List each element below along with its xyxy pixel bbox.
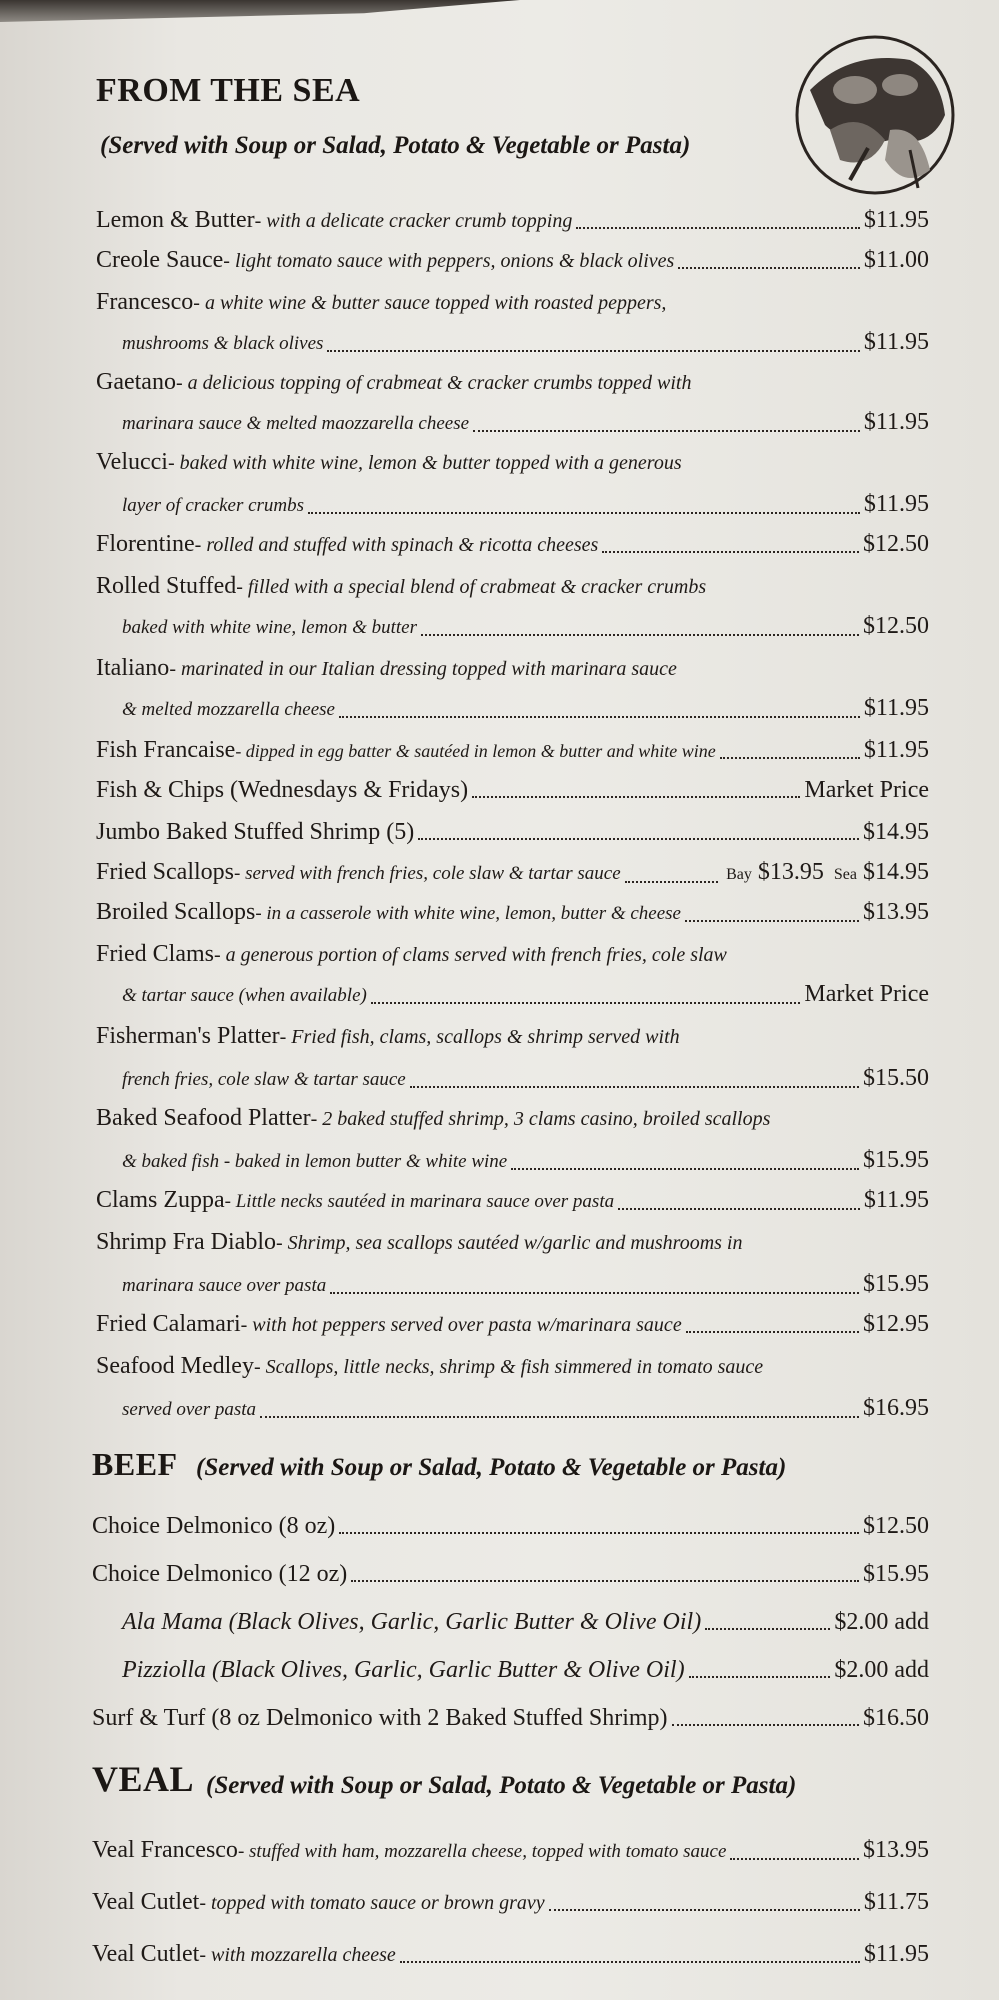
item-desc: - with a delicate cracker crumb topping	[254, 210, 573, 232]
item-name: Choice Delmonico (12 oz)	[92, 1561, 348, 1587]
item-desc-cont: layer of cracker crumbs	[122, 495, 305, 516]
menu-item-velucci	[96, 448, 929, 477]
seafood-logo-icon	[790, 30, 960, 200]
dot-leader	[371, 1001, 801, 1004]
menu-item-delmonico-8oz	[92, 1512, 929, 1540]
menu-item-francesco	[96, 288, 929, 317]
dot-leader	[400, 1960, 860, 1963]
dot-leader	[330, 1291, 859, 1294]
item-name: Fried Clams	[96, 941, 214, 967]
beef-section-title: BEEF	[92, 1446, 178, 1482]
menu-item-shrimp-fra-diablo	[96, 1228, 929, 1257]
item-price: $11.95	[863, 329, 929, 355]
dot-leader	[618, 1207, 860, 1210]
item-name: Fisherman's Platter	[96, 1023, 280, 1049]
item-desc: - topped with tomato sauce or brown gravy	[199, 1892, 545, 1914]
item-price: $11.95	[863, 1187, 929, 1213]
sea-label: Sea	[833, 866, 857, 883]
item-name: Fish Francaise	[96, 737, 236, 763]
menu-item-baked-seafood-platter	[96, 1104, 929, 1133]
dot-leader	[576, 226, 860, 229]
item-desc: - with mozzarella cheese	[199, 1944, 396, 1966]
menu-item-fishermans-platter-cont	[122, 1064, 929, 1094]
item-price: $14.95	[863, 859, 929, 885]
menu-item-fried-scallops	[96, 858, 929, 889]
dot-leader	[686, 1330, 859, 1333]
menu-item-rolled-stuffed	[96, 572, 929, 601]
item-desc-cont: marinara sauce & melted maozzarella cheese	[122, 413, 470, 434]
menu-item-seafood-medley	[96, 1352, 929, 1381]
dot-leader	[472, 795, 800, 798]
dot-leader	[549, 1908, 860, 1911]
menu-item-creole-sauce	[96, 246, 929, 275]
item-price: $11.75	[863, 1889, 929, 1915]
item-price: $12.50	[863, 1513, 929, 1539]
item-name: Jumbo Baked Stuffed Shrimp (5)	[96, 819, 415, 845]
menu-item-delmonico-12oz	[92, 1560, 929, 1588]
item-name: Baked Seafood Platter	[96, 1105, 311, 1131]
menu-item-broiled-scallops	[96, 898, 929, 928]
item-name: Veal Cutlet	[92, 1941, 200, 1967]
menu-item-velucci-cont	[122, 490, 929, 520]
menu-item-florentine	[96, 530, 929, 559]
item-price: $11.00	[863, 247, 929, 273]
veal-section-title: VEAL	[92, 1759, 195, 1799]
item-price: $11.95	[863, 409, 929, 435]
menu-item-seafood-medley-cont	[122, 1394, 929, 1424]
item-name: Surf & Turf (8 oz Delmonico with 2 Baked Stuffed Shrimp)	[92, 1705, 668, 1731]
item-price: $13.95	[863, 899, 929, 925]
menu-item-clams-zuppa	[96, 1186, 929, 1216]
dot-leader	[421, 633, 859, 636]
item-desc: - a generous portion of clams served with french fries, cole slaw	[214, 944, 727, 966]
item-price: $11.95	[863, 207, 929, 233]
bay-price: $13.95	[757, 859, 824, 885]
item-name: Fried Calamari	[96, 1311, 241, 1337]
item-price: $13.95	[863, 1837, 929, 1863]
page-corner-shadow	[0, 0, 520, 22]
dot-leader	[689, 1675, 831, 1678]
menu-item-fish-francaise	[96, 736, 929, 765]
item-desc: - rolled and stuffed with spinach & ricotta cheeses	[194, 534, 599, 556]
item-price: $11.95	[863, 491, 929, 517]
dot-leader	[685, 919, 859, 922]
item-desc: - a white wine & butter sauce topped with roasted peppers,	[193, 292, 667, 314]
menu-item-fried-clams	[96, 940, 929, 969]
menu-item-italiano-cont	[122, 694, 929, 724]
menu-item-italiano	[96, 654, 929, 683]
dot-leader	[351, 1579, 859, 1582]
dot-leader	[602, 550, 859, 553]
dot-leader	[473, 429, 860, 432]
dot-leader	[339, 715, 860, 718]
bay-label: Bay	[726, 866, 752, 883]
item-price: $11.95	[863, 737, 929, 763]
veal-section-note: (Served with Soup or Salad, Potato & Vegetable or Pasta)	[206, 1772, 797, 1799]
item-desc: - Shrimp, sea scallops sautéed w/garlic and mushrooms in	[276, 1232, 743, 1254]
item-desc: - stuffed with ham, mozzarella cheese, topped with tomato sauce	[237, 1841, 727, 1862]
item-name: Francesco	[96, 289, 194, 315]
menu-item-veal-cutlet-sauce	[92, 1888, 929, 1917]
item-desc: - a delicious topping of crabmeat & cracker crumbs topped with	[175, 372, 692, 394]
item-price: $15.50	[863, 1065, 929, 1091]
item-price: $12.50	[863, 531, 929, 557]
item-name: Choice Delmonico (8 oz)	[92, 1513, 336, 1539]
item-name: Clams Zuppa	[96, 1187, 225, 1213]
item-desc-cont: marinara sauce over pasta	[122, 1275, 327, 1296]
item-desc-cont: baked with white wine, lemon & butter	[122, 617, 417, 638]
menu-item-rolled-stuffed-cont	[122, 612, 929, 642]
item-name: Veal Francesco	[92, 1837, 238, 1863]
item-name: Shrimp Fra Diablo	[96, 1229, 276, 1255]
item-name: Pizziolla (Black Olives, Garlic, Garlic Butter & Olive Oil)	[122, 1657, 685, 1683]
item-price: $16.95	[863, 1395, 929, 1421]
item-desc: - Little necks sautéed in marinara sauce over pasta	[224, 1191, 615, 1212]
item-desc-cont: & tartar sauce (when available)	[122, 985, 367, 1006]
item-price: $12.50	[863, 613, 929, 639]
menu-item-ala-mama	[122, 1608, 929, 1636]
item-desc: - in a casserole with white wine, lemon, butter & cheese	[255, 903, 681, 924]
menu-item-francesco-cont	[122, 328, 929, 358]
item-desc-cont: & baked fish - baked in lemon butter & white wine	[122, 1151, 508, 1172]
item-name: Velucci	[96, 449, 168, 475]
menu-item-shrimp-fra-diablo-cont	[122, 1270, 929, 1300]
item-desc: - light tomato sauce with peppers, onions & black olives	[223, 250, 675, 272]
item-price: $16.50	[863, 1705, 929, 1731]
dot-leader	[418, 837, 859, 840]
item-name: Veal Cutlet	[92, 1889, 200, 1915]
item-name: Fried Scallops	[96, 859, 234, 885]
menu-item-baked-seafood-platter-cont	[122, 1146, 929, 1176]
dot-leader	[260, 1415, 859, 1418]
dot-leader	[410, 1085, 859, 1088]
dot-leader	[672, 1723, 859, 1726]
item-name: Ala Mama (Black Olives, Garlic, Garlic Butter & Olive Oil)	[122, 1609, 702, 1635]
menu-item-fishermans-platter	[96, 1022, 929, 1051]
dot-leader	[511, 1167, 859, 1170]
item-price: $15.95	[863, 1147, 929, 1173]
dot-leader	[339, 1531, 859, 1534]
dot-leader	[678, 266, 860, 269]
item-price: $11.95	[863, 1941, 929, 1967]
item-desc: - filled with a special blend of crabmeat & cracker crumbs	[236, 576, 707, 598]
menu-item-pizziolla	[122, 1656, 929, 1684]
dot-leader	[327, 349, 859, 352]
sea-section-title: FROM THE SEA	[96, 72, 361, 109]
item-desc-cont: served over pasta	[122, 1399, 257, 1420]
item-name: Florentine	[96, 531, 195, 557]
item-desc: - served with french fries, cole slaw & tartar sauce	[234, 863, 621, 884]
menu-item-gaetano-cont	[122, 408, 929, 438]
item-name: Lemon & Butter	[96, 207, 255, 233]
item-name: Gaetano	[96, 369, 176, 395]
item-name: Broiled Scallops	[96, 899, 256, 925]
item-desc: - Fried fish, clams, scallops & shrimp served with	[279, 1026, 680, 1048]
item-desc-cont: mushrooms & black olives	[122, 333, 324, 354]
sea-section-note: (Served with Soup or Salad, Potato & Vegetable or Pasta)	[100, 132, 691, 159]
dot-leader	[308, 511, 860, 514]
menu-item-veal-cutlet-mozzarella	[92, 1940, 929, 1969]
item-desc: - with hot peppers served over pasta w/marinara sauce	[240, 1314, 682, 1336]
menu-item-fried-calamari	[96, 1310, 929, 1339]
dot-leader	[705, 1627, 830, 1630]
menu-item-lemon-butter	[96, 206, 929, 235]
item-price: $15.95	[863, 1271, 929, 1297]
item-name: Italiano	[96, 655, 170, 681]
item-desc: - marinated in our Italian dressing topped with marinara sauce	[169, 658, 677, 680]
menu-item-veal-francesco	[92, 1836, 929, 1866]
item-price: $11.95	[863, 695, 929, 721]
menu-item-fried-clams-cont	[122, 980, 929, 1010]
item-price: $2.00 add	[834, 1609, 929, 1635]
beef-section-note: (Served with Soup or Salad, Potato & Vegetable or Pasta)	[196, 1454, 787, 1481]
item-name: Creole Sauce	[96, 247, 224, 273]
item-desc-cont: & melted mozzarella cheese	[122, 699, 335, 720]
item-price: $14.95	[863, 819, 929, 845]
dot-leader	[730, 1857, 859, 1860]
menu-item-gaetano	[96, 368, 929, 397]
item-desc: - 2 baked stuffed shrimp, 3 clams casino, broiled scallops	[310, 1108, 771, 1130]
item-price: Market Price	[804, 777, 929, 803]
item-name: Seafood Medley	[96, 1353, 254, 1379]
menu-item-jumbo-shrimp	[96, 818, 929, 846]
item-name: Rolled Stuffed	[96, 573, 237, 599]
menu-item-surf-turf	[92, 1704, 929, 1732]
dot-leader	[720, 756, 860, 759]
item-desc: - dipped in egg batter & sautéed in lemon & butter and white wine	[235, 741, 716, 761]
menu-item-fish-chips	[96, 776, 929, 804]
item-price: $15.95	[863, 1561, 929, 1587]
item-desc: - Scallops, little necks, shrimp & fish simmered in tomato sauce	[253, 1356, 764, 1378]
item-name: Fish & Chips (Wednesdays & Fridays)	[96, 777, 469, 803]
item-price: $2.00 add	[834, 1657, 929, 1683]
item-price: Market Price	[804, 981, 929, 1007]
item-price: $12.95	[863, 1311, 929, 1337]
item-desc-cont: french fries, cole slaw & tartar sauce	[122, 1069, 406, 1090]
item-desc: - baked with white wine, lemon & butter topped with a generous	[167, 452, 682, 474]
dot-leader	[625, 880, 718, 883]
